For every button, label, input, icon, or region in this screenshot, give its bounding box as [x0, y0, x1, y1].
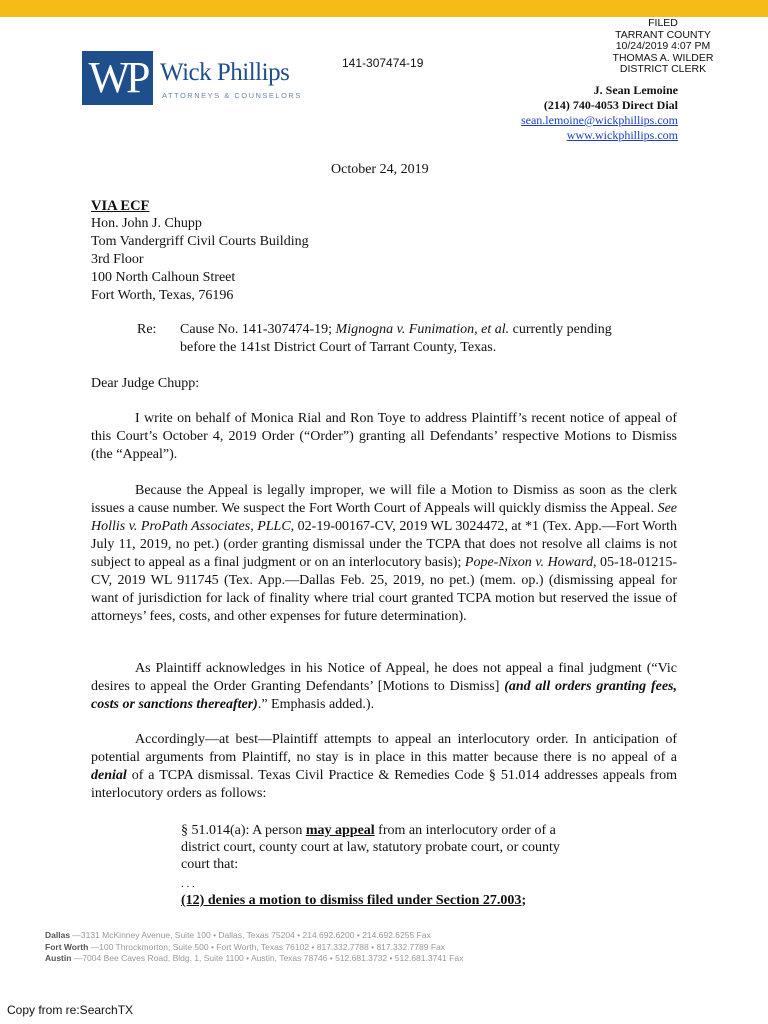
- footer-address: —3131 McKinney Avenue, Suite 100 • Dallas, Texas 75204 • 214.692.6200 • 214.692.6255 Fax: [70, 930, 431, 940]
- paragraph-2-text: , 02-19-00167-CV, 2019 WL 3024472, at *1 (Tex. App.—Fort Worth July 11, 2019, no pet.) (order granting dismissal under the TCPA that does not resolve all claims is not subject to appeal as a final judgment or on an interlocutory basis);: [91, 519, 677, 570]
- recipient-address: [91, 197, 309, 305]
- footer-office: [45, 930, 463, 942]
- item-12-end: ;: [521, 893, 527, 908]
- paragraph-1: [91, 410, 677, 464]
- address-line: 100 North Calhoun Street: [91, 270, 236, 285]
- logo-tagline: ATTORNEYS & COUNSELORS: [162, 91, 302, 100]
- re-court: before the 141st District Court of Tarrant County, Texas.: [180, 340, 497, 355]
- source-note: Copy from re:SearchTX: [7, 1003, 134, 1017]
- statute-text: from an interlocutory order of a district court, county court at law, statutory probate court, or county court that:: [181, 823, 560, 872]
- re-case-name: Mignogna v. Funimation, et al.: [335, 322, 510, 337]
- filed-clerk-title: DISTRICT CLERK: [619, 63, 707, 75]
- footer-office: [45, 953, 463, 965]
- top-accent-bar: [0, 0, 768, 17]
- emphasis-denial: denial: [91, 768, 127, 783]
- filing-stamp: [583, 18, 743, 76]
- letter-date: October 24, 2019: [331, 162, 429, 177]
- paragraph-4: [91, 731, 677, 803]
- cause-number-header: 141-307474-19: [342, 56, 424, 70]
- footer-office: [45, 942, 463, 954]
- delivery-method: VIA ECF: [91, 198, 150, 214]
- re-label: Re:: [137, 322, 157, 337]
- firm-logo: [82, 51, 302, 105]
- paragraph-2: [91, 482, 677, 626]
- paragraph-2-text: Because the Appeal is legally improper, we will file a Motion to Dismiss as soon as the clerk issues a cause number. We suspect the Fort Worth Court of Appeals will quickly dismiss the Appeal.: [91, 483, 677, 516]
- statute-text: § 51.014(a): A person: [181, 823, 306, 838]
- office-footer: [45, 930, 463, 965]
- statute-ellipsis: . . .: [181, 878, 195, 890]
- filed-clerk-name: THOMAS A. WILDER: [612, 51, 714, 64]
- paragraph-2-text: , 05-18-01215-CV, 2019 WL 911745 (Tex. App.—Dallas Feb. 25, 2019, no pet.) (mem. op.) (dismissing appeal for want of jurisdiction for lack of finality where trial court granted TCPA motion but reserved the issue of attorneys’ fees, costs, and other expenses for future determination).: [91, 555, 677, 624]
- item-12-text: (12) denies a motion to dismiss filed under Section 27.003: [181, 893, 522, 908]
- footer-address: —7004 Bee Caves Road, Bldg. 1, Suite 1100 • Austin, Texas 78746 • 512.681.3732 • 512.681.3741 Fax: [71, 953, 464, 963]
- footer-city: Austin: [45, 953, 72, 963]
- paragraph-3-text: As Plaintiff acknowledges in his Notice of Appeal, he does not appeal a final judgment (“Vic desires to appeal the Order Granting Defendants’ [Motions to Dismiss]: [91, 661, 677, 694]
- paragraph-4-text: of a TCPA dismissal. Texas Civil Practice & Remedies Code § 51.014 addresses appeals from interlocutory orders as follows:: [91, 768, 677, 801]
- address-line: Fort Worth, Texas, 76196: [91, 288, 234, 303]
- re-cause: Cause No. 141-307474-19;: [180, 322, 336, 337]
- statute-item-12: [181, 892, 591, 909]
- attorney-name: J. Sean Lemoine: [593, 83, 678, 97]
- footer-city: Fort Worth: [45, 941, 89, 952]
- paragraph-4-text: Accordingly—at best—Plaintiff attempts to appeal an interlocutory order. In anticipation of potential arguments from Plaintiff, no stay is in place in this matter because there is no appeal of a: [91, 732, 677, 765]
- filed-datetime: 10/24/2019 4:07 PM: [615, 40, 711, 52]
- logo-name: Wick Phillips: [160, 59, 290, 86]
- re-subject: [180, 321, 660, 357]
- paragraph-1-text: I write on behalf of Monica Rial and Ron Toye to address Plaintiff’s recent notice of appeal of this Court’s October 4, 2019 Order (“Order”) granting all Defendants’ respective Motions to Dismiss (the “Appeal”).: [91, 411, 677, 462]
- filed-county: TARRANT COUNTY: [615, 28, 711, 41]
- emphasis-may-appeal: may appeal: [305, 823, 375, 838]
- attorney-contact: [521, 83, 678, 143]
- address-line: Tom Vandergriff Civil Courts Building: [91, 234, 309, 249]
- address-line: 3rd Floor: [91, 252, 144, 267]
- emphasis-quote: (and all orders granting fees, costs or sanctions thereafter): [91, 679, 678, 712]
- statute-quote: [181, 822, 591, 873]
- attorney-email-link[interactable]: sean.lemoine@wickphillips.com: [520, 113, 678, 127]
- attorney-phone: (214) 740-4053 Direct Dial: [543, 98, 678, 112]
- address-line: Hon. John J. Chupp: [91, 216, 202, 231]
- re-suffix: currently pending: [509, 322, 612, 337]
- citation-hollis: See Hollis v. ProPath Associates, PLLC: [91, 501, 677, 534]
- footer-address: —100 Throckmorton, Suite 500 • Fort Worth, Texas 76102 • 817.332.7788 • 817.332.7789 Fax: [88, 941, 445, 952]
- paragraph-3: [91, 660, 677, 714]
- footer-city: Dallas: [45, 930, 71, 940]
- logo-mark: WP: [82, 51, 153, 105]
- firm-website-link[interactable]: www.wickphillips.com: [566, 128, 678, 142]
- salutation: Dear Judge Chupp:: [91, 376, 200, 391]
- filed-label: FILED: [648, 17, 678, 29]
- citation-pope-nixon: Pope-Nixon v. Howard: [464, 555, 593, 570]
- paragraph-3-text: .” Emphasis added.).: [257, 697, 375, 712]
